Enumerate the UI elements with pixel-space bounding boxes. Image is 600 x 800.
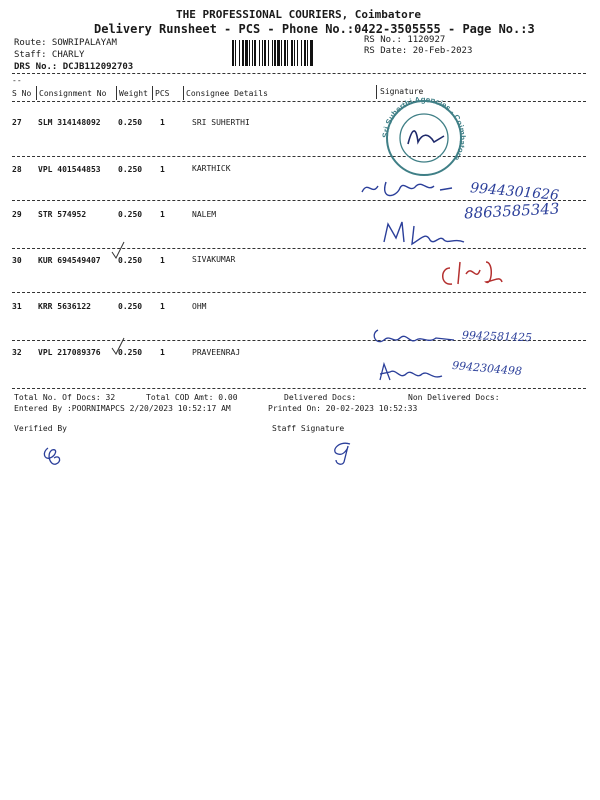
dash-marker: -- (12, 76, 22, 85)
col-divider (183, 86, 184, 100)
non-delivered-docs: Non Delivered Docs: (408, 393, 500, 402)
row-sno: 29 (12, 210, 22, 219)
row-sno: 30 (12, 256, 22, 265)
row-consignment: KUR 694549407 (38, 256, 101, 265)
col-pcs: PCS (155, 89, 170, 98)
row-weight: 0.250 (118, 210, 143, 219)
barcode-bar (287, 40, 288, 66)
row-consignment: KRR 5636122 (38, 302, 91, 311)
staff-signature (328, 438, 358, 470)
row-divider (12, 156, 586, 157)
handwritten-phone-row29: 8863585343 (463, 199, 560, 223)
col-divider (36, 86, 37, 100)
table-header-divider (12, 101, 586, 102)
col-divider (376, 85, 377, 99)
row-consignment: VPL 217089376 (38, 348, 101, 357)
handwritten-phone-row28: 9944301626 (469, 180, 560, 204)
row-weight: 0.250 (118, 165, 143, 174)
staff-label: Staff: CHARLY (14, 50, 85, 60)
row-pcs: 1 (160, 348, 165, 357)
barcode-bar (281, 40, 282, 66)
verified-by-label: Verified By (14, 424, 67, 433)
barcode-bar (262, 40, 263, 66)
row-pcs: 1 (160, 210, 165, 219)
row-sno: 27 (12, 118, 22, 127)
row-consignee: SRI SUHERTHI (192, 118, 250, 127)
delivered-docs: Delivered Docs: (284, 393, 357, 402)
row-consignment: STR 574952 (38, 210, 87, 219)
check-mark (108, 240, 128, 266)
row-divider (12, 248, 586, 249)
company-stamp (378, 94, 470, 180)
stamp-text: Sri Suherthi Agencies - Coimbatore (380, 94, 468, 163)
row-sno: 31 (12, 302, 22, 311)
barcode-bar (259, 40, 260, 66)
col-signature: Signature (380, 87, 424, 96)
table-bottom-divider (12, 388, 586, 389)
row-consignee: PRAVEENRAJ (192, 348, 241, 357)
row-pcs: 1 (160, 118, 165, 127)
barcode-bar (272, 40, 273, 66)
col-consignee: Consignee Details (186, 89, 268, 98)
row-consignment: VPL 401544853 (38, 165, 101, 174)
row-consignee: KARTHICK (192, 164, 231, 173)
col-divider (152, 86, 153, 100)
row-pcs: 1 (160, 302, 165, 311)
rs-number: RS No.: 1120927 (364, 35, 446, 45)
rs-date: RS Date: 20-Feb-2023 (364, 46, 473, 56)
barcode-bar (268, 40, 269, 66)
barcode-bar (294, 40, 295, 66)
signature-row32-b (372, 358, 462, 390)
barcode-bar (310, 40, 313, 66)
barcode-bar (304, 40, 306, 66)
row-weight: 0.250 (118, 302, 143, 311)
barcode (232, 40, 357, 66)
svg-text:Sri Suherthi Agencies - Coimba (381, 95, 467, 163)
barcode-bar (307, 40, 308, 66)
row-consignee: NALEM (192, 210, 217, 219)
row-pcs: 1 (160, 256, 165, 265)
signature-row30 (436, 256, 516, 294)
staff-signature-label: Staff Signature (272, 424, 345, 433)
row-sno: 32 (12, 348, 22, 357)
barcode-bar (245, 40, 248, 66)
row-consignee: SIVAKUMAR (192, 255, 236, 264)
row-sno: 28 (12, 165, 22, 174)
col-divider (116, 86, 117, 100)
signature-row28 (356, 172, 466, 208)
header-divider (12, 73, 586, 74)
total-cod: Total COD Amt: 0.00 (146, 393, 238, 402)
barcode-bar (277, 40, 280, 66)
handwritten-phone-row32-a: 9942581425 (461, 328, 533, 345)
barcode-bar (284, 40, 286, 66)
row-weight: 0.250 (118, 256, 143, 265)
barcode-bar (291, 40, 293, 66)
runsheet-title: Delivery Runsheet - PCS - Phone No.:0422-3505555 - Page No.:3 (94, 22, 535, 36)
barcode-bar (252, 40, 253, 66)
row-divider (12, 200, 586, 201)
row-consignee: OHM (192, 302, 207, 311)
barcode-bar (301, 40, 302, 66)
col-weight: Weight (119, 89, 148, 98)
handwritten-phone-row32-b: 9942304498 (451, 358, 523, 379)
col-consignment: Consignment No (39, 89, 107, 98)
row-weight: 0.250 (118, 118, 143, 127)
signature-row32-a (370, 324, 460, 354)
barcode-bar (264, 40, 266, 66)
barcode-bar (274, 40, 276, 66)
row-weight: 0.250 (118, 348, 143, 357)
check-mark (108, 336, 128, 362)
barcode-bar (254, 40, 256, 66)
printed-on: Printed On: 20-02-2023 10:52:33 (268, 404, 418, 413)
verifier-signature (40, 444, 66, 474)
drs-number: DRS No.: DCJB112092703 (14, 62, 134, 72)
route-label: Route: SOWRIPALAYAM (14, 38, 117, 48)
row-consignment: SLM 314148092 (38, 118, 101, 127)
col-sno: S No (12, 89, 32, 98)
barcode-bar (235, 40, 236, 66)
company-title: THE PROFESSIONAL COURIERS, Coimbatore (176, 8, 422, 21)
barcode-bar (242, 40, 244, 66)
barcode-bar (232, 40, 234, 66)
barcode-bar (239, 40, 240, 66)
row-pcs: 1 (160, 165, 165, 174)
barcode-bar (297, 40, 298, 66)
entered-by: Entered By :POORNIMAPCS 2/20/2023 10:52:17 AM (14, 404, 231, 413)
barcode-bar (249, 40, 250, 66)
total-docs: Total No. Of Docs: 32 (14, 393, 116, 402)
signature-row29 (378, 216, 478, 256)
